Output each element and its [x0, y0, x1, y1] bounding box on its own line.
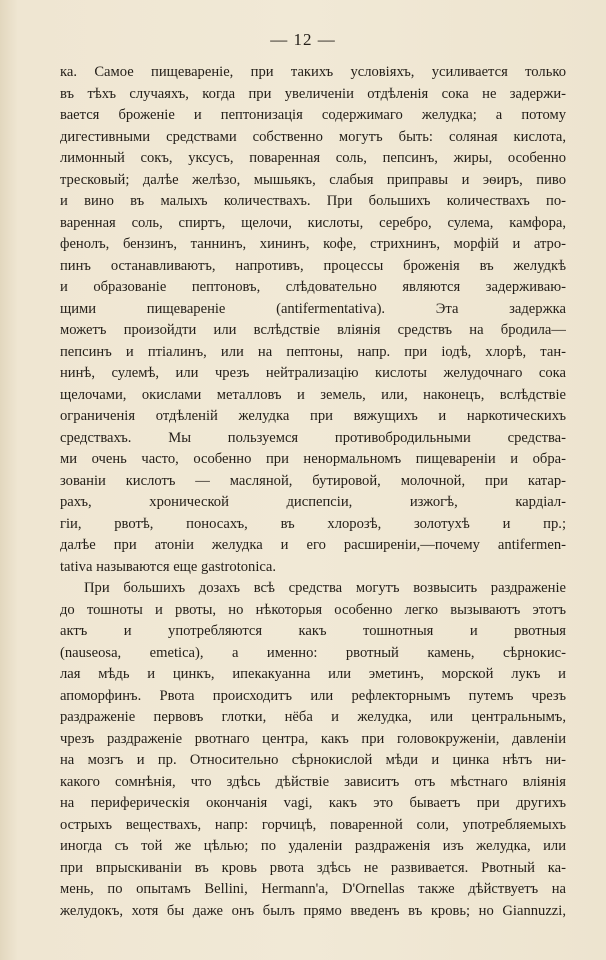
text-line: зованіи кислотъ — масляной, бутировой, молочной, при катар- — [60, 472, 566, 489]
text-line: ограниченія отдѣленій желудка при вяжущихъ и наркотическихъ — [60, 408, 566, 424]
text-line: мень, по опытамъ Bellini, Hermann'a, D'Ornellas также дѣйствуетъ на — [60, 881, 566, 897]
text-line: иногда съ той же цѣлью; по удаленіи раздраженія изъ желудка, или — [60, 838, 566, 854]
text-line: рахъ, хронической диспепсіи, изжогѣ, кардіал- — [60, 494, 566, 510]
body-text — [60, 62, 566, 922]
text-line: какого сомнѣнія, что здѣсь дѣйствіе зависитъ отъ мѣстнаго вліянія — [60, 773, 566, 790]
text-line: дигестивными средствами собственно могутъ быть: соляная кислота, — [60, 128, 566, 145]
text-line: до тошноты и рвоты, но нѣкоторыя особенно легко вызываютъ этотъ — [60, 601, 566, 618]
text-line: можетъ произойдти или вслѣдствіе вліянія средствъ на бродила— — [60, 322, 566, 338]
text-line: далѣе при атоніи желудка и его расширеніи,—почему antifermen- — [60, 537, 566, 553]
text-line: вается броженіе и пептонизація содержимаго желудка; а потому — [60, 107, 566, 123]
text-line: фенолъ, бензинъ, таннинъ, хининъ, кофе, стрихнинъ, морфій и атро- — [60, 236, 566, 252]
text-line: желудокъ, хотя бы даже онъ былъ прямо введенъ въ кровь; но Giannuzzi, — [60, 902, 566, 919]
text-line: раздраженіе первовъ глотки, нёба и желудка, или центральнымъ, — [60, 709, 566, 725]
text-line: средствахъ. Мы пользуемся противобродильными средства- — [60, 429, 566, 446]
text-line: и образованіе пептоновъ, слѣдовательно являются задерживаю- — [60, 279, 566, 295]
text-line: апоморфинъ. Рвота происходитъ или рефлекторнымъ путемъ чрезъ — [60, 687, 566, 704]
text-line: щими пищевареніе (antifermentativa). Эта задержка — [60, 300, 566, 317]
text-line: гіи, рвотѣ, поносахъ, въ хлорозѣ, золотухѣ и пр.; — [60, 515, 566, 532]
text-line: варенная соль, спиртъ, щелочи, кислоты, серебро, сулема, камфора, — [60, 214, 566, 231]
text-line: пинъ останавливаютъ, напротивъ, процессы броженія въ желудкѣ — [60, 257, 566, 274]
text-line: щелочами, окислами металловъ и земель, или, наконецъ, вслѣдствіе — [60, 386, 566, 403]
text-line: tativa называются еще gastrotonica. — [60, 558, 277, 575]
text-line: при впрыскиваніи въ кровь рвота здѣсь не развивается. Рвотный ка- — [60, 859, 566, 876]
text-line: актъ и употребляются какъ тошнотныя и рвотныя — [60, 623, 566, 639]
text-line: острыхъ веществахъ, напр: горчицѣ, поваренной соли, употребляемыхъ — [60, 816, 566, 833]
page-number: — 12 — — [270, 30, 336, 49]
text-line: При большихъ дозахъ всѣ средства могутъ возвысить раздраженіе — [84, 580, 566, 596]
text-line: въ тѣхъ случаяхъ, когда при увеличеніи отдѣленія сока не задержи- — [60, 85, 566, 102]
text-line: лимонный сокъ, уксусъ, поваренная соль, пепсинъ, жиры, особенно — [60, 150, 566, 166]
text-line: лая мѣдь и цинкъ, ипекакуанна или эметинъ, морской лукъ и — [60, 666, 566, 682]
text-line: (nauseosa, emetica), а именно: рвотный камень, сѣрнокис- — [60, 644, 566, 661]
text-line: на мозгъ и пр. Относительно сѣрнокислой мѣди и цинка нѣтъ ни- — [60, 752, 566, 768]
text-line: ми очень часто, особенно при ненормальномъ пищевареніи и обра- — [60, 451, 566, 467]
text-line: тресковый; далѣе желѣзо, мышьякъ, слабыя приправы и эѳиръ, пиво — [60, 171, 566, 188]
text-line: пепсинъ и птіалинъ, или на пептоны, напр. при іодѣ, хлорѣ, тан- — [60, 343, 566, 360]
text-line: и вино въ малыхъ количествахъ. При большихъ количествахъ по- — [60, 193, 566, 209]
text-line: на периферическія окончанія vagi, какъ это бываетъ при другихъ — [60, 795, 566, 811]
text-line: ка. Самое пищевареніе, при такихъ условіяхъ, усиливается только — [60, 64, 566, 80]
text-line: нинѣ, сулемѣ, или чрезъ нейтрализацію кислоты желудочнаго сока — [60, 365, 566, 381]
text-line: чрезъ раздраженіе рвотнаго центра, какъ при головокруженіи, давленіи — [60, 730, 566, 747]
